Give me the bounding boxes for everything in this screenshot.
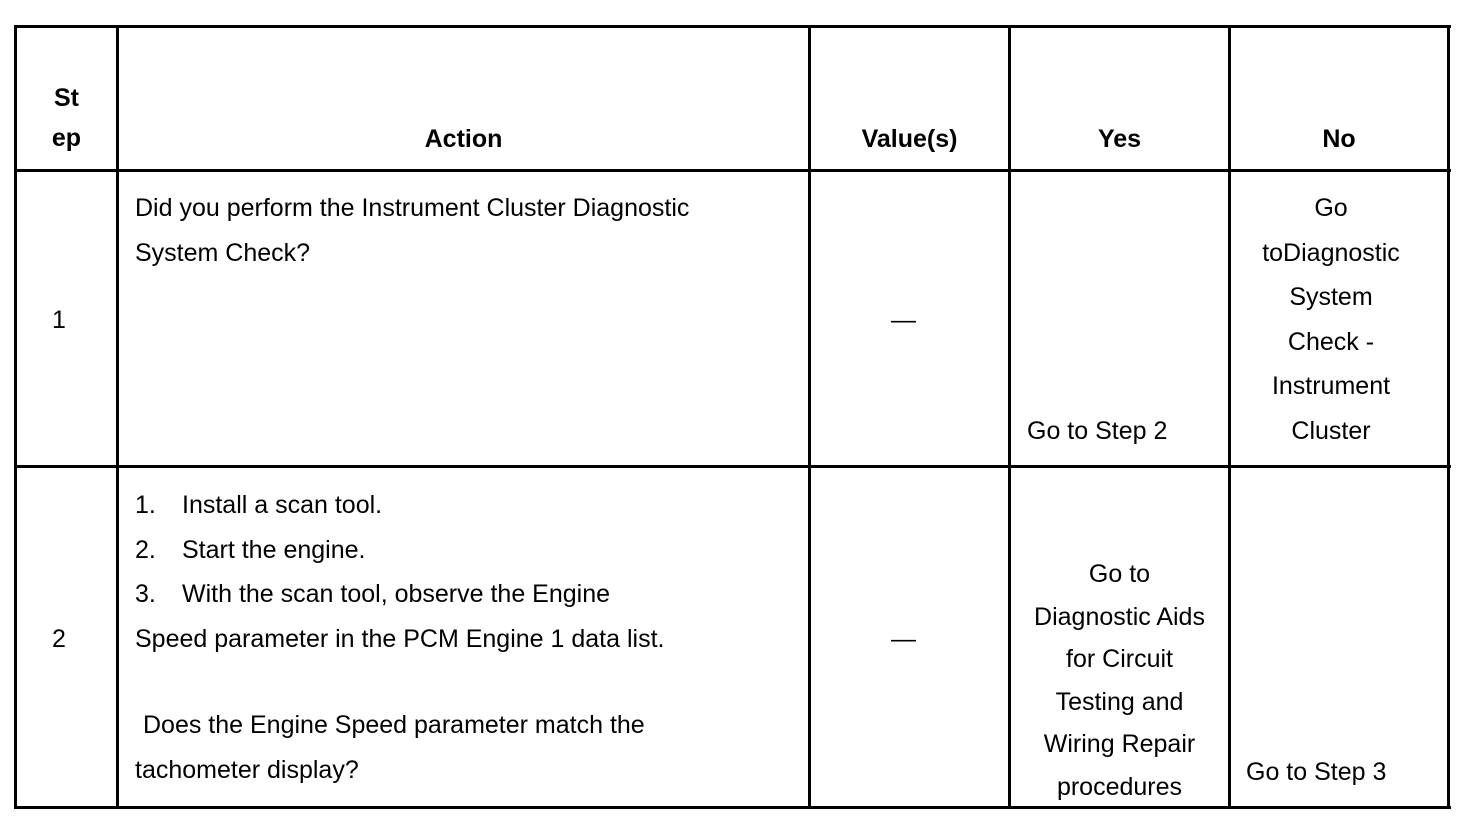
row1-no-line6: Cluster xyxy=(1291,416,1371,445)
row2-no: Go to Step 3 xyxy=(1246,758,1387,786)
row1-action-line1: Did you perform the Instrument Cluster Diagnostic xyxy=(135,194,690,222)
row1-no-line4: Check - xyxy=(1287,327,1375,356)
row1-no-line2: toDiagnostic xyxy=(1262,238,1400,267)
row2-yes-line3: for Circuit xyxy=(1066,645,1173,674)
row2-yes-line2: Diagnostic Aids xyxy=(1034,602,1205,631)
header-step-line2: ep xyxy=(51,124,82,152)
list-item xyxy=(135,483,805,528)
table-border-top xyxy=(14,25,1451,28)
row1-action-line2: System Check? xyxy=(135,238,311,267)
row1-no-line3: System xyxy=(1289,283,1373,311)
list-item-text: With the scan tool, observe the Engine xyxy=(182,580,611,608)
row2-yes-line1: Go to xyxy=(1088,560,1151,588)
header-action: Action xyxy=(424,125,503,153)
header-step-line1: St xyxy=(54,84,79,112)
row2-yes-line6: procedures xyxy=(1056,772,1183,801)
row2-yes-line4: Testing and xyxy=(1055,687,1184,716)
row2-action xyxy=(135,483,805,661)
row2-question-line2: tachometer display? xyxy=(135,755,359,784)
list-item xyxy=(135,572,805,617)
table-border-bottom xyxy=(14,806,1451,809)
list-item-number: 1. xyxy=(135,491,156,519)
row-divider xyxy=(14,465,1451,468)
row2-question xyxy=(135,703,805,792)
list-item-text: Install a scan tool. xyxy=(182,491,383,519)
row1-no-line1: Go xyxy=(1314,194,1348,222)
row1-value: — xyxy=(891,306,916,334)
row2-yes-line5: Wiring Repair xyxy=(1043,730,1196,759)
row1-step: 1 xyxy=(52,306,66,334)
row2-yes xyxy=(1017,553,1222,809)
row2-value: — xyxy=(891,625,916,653)
row2-step: 2 xyxy=(52,625,66,653)
table-border-right xyxy=(1447,25,1450,809)
header-no: No xyxy=(1322,125,1356,153)
row1-action xyxy=(135,186,805,275)
header-step xyxy=(17,78,116,158)
header-yes: Yes xyxy=(1097,125,1142,153)
header-divider xyxy=(14,169,1451,172)
row2-action-continuation: Speed parameter in the PCM Engine 1 data list. xyxy=(135,624,665,653)
list-item-number: 3. xyxy=(135,580,156,608)
list-item-number: 2. xyxy=(135,535,156,564)
list-item xyxy=(135,528,805,573)
row1-no xyxy=(1231,186,1431,453)
row1-yes: Go to Step 2 xyxy=(1027,417,1168,445)
header-values: Value(s) xyxy=(861,125,958,153)
row1-no-line5: Instrument xyxy=(1271,372,1391,400)
row2-question-line1: Does the Engine Speed parameter match the xyxy=(143,711,645,739)
list-item-text: Start the engine. xyxy=(182,535,366,564)
